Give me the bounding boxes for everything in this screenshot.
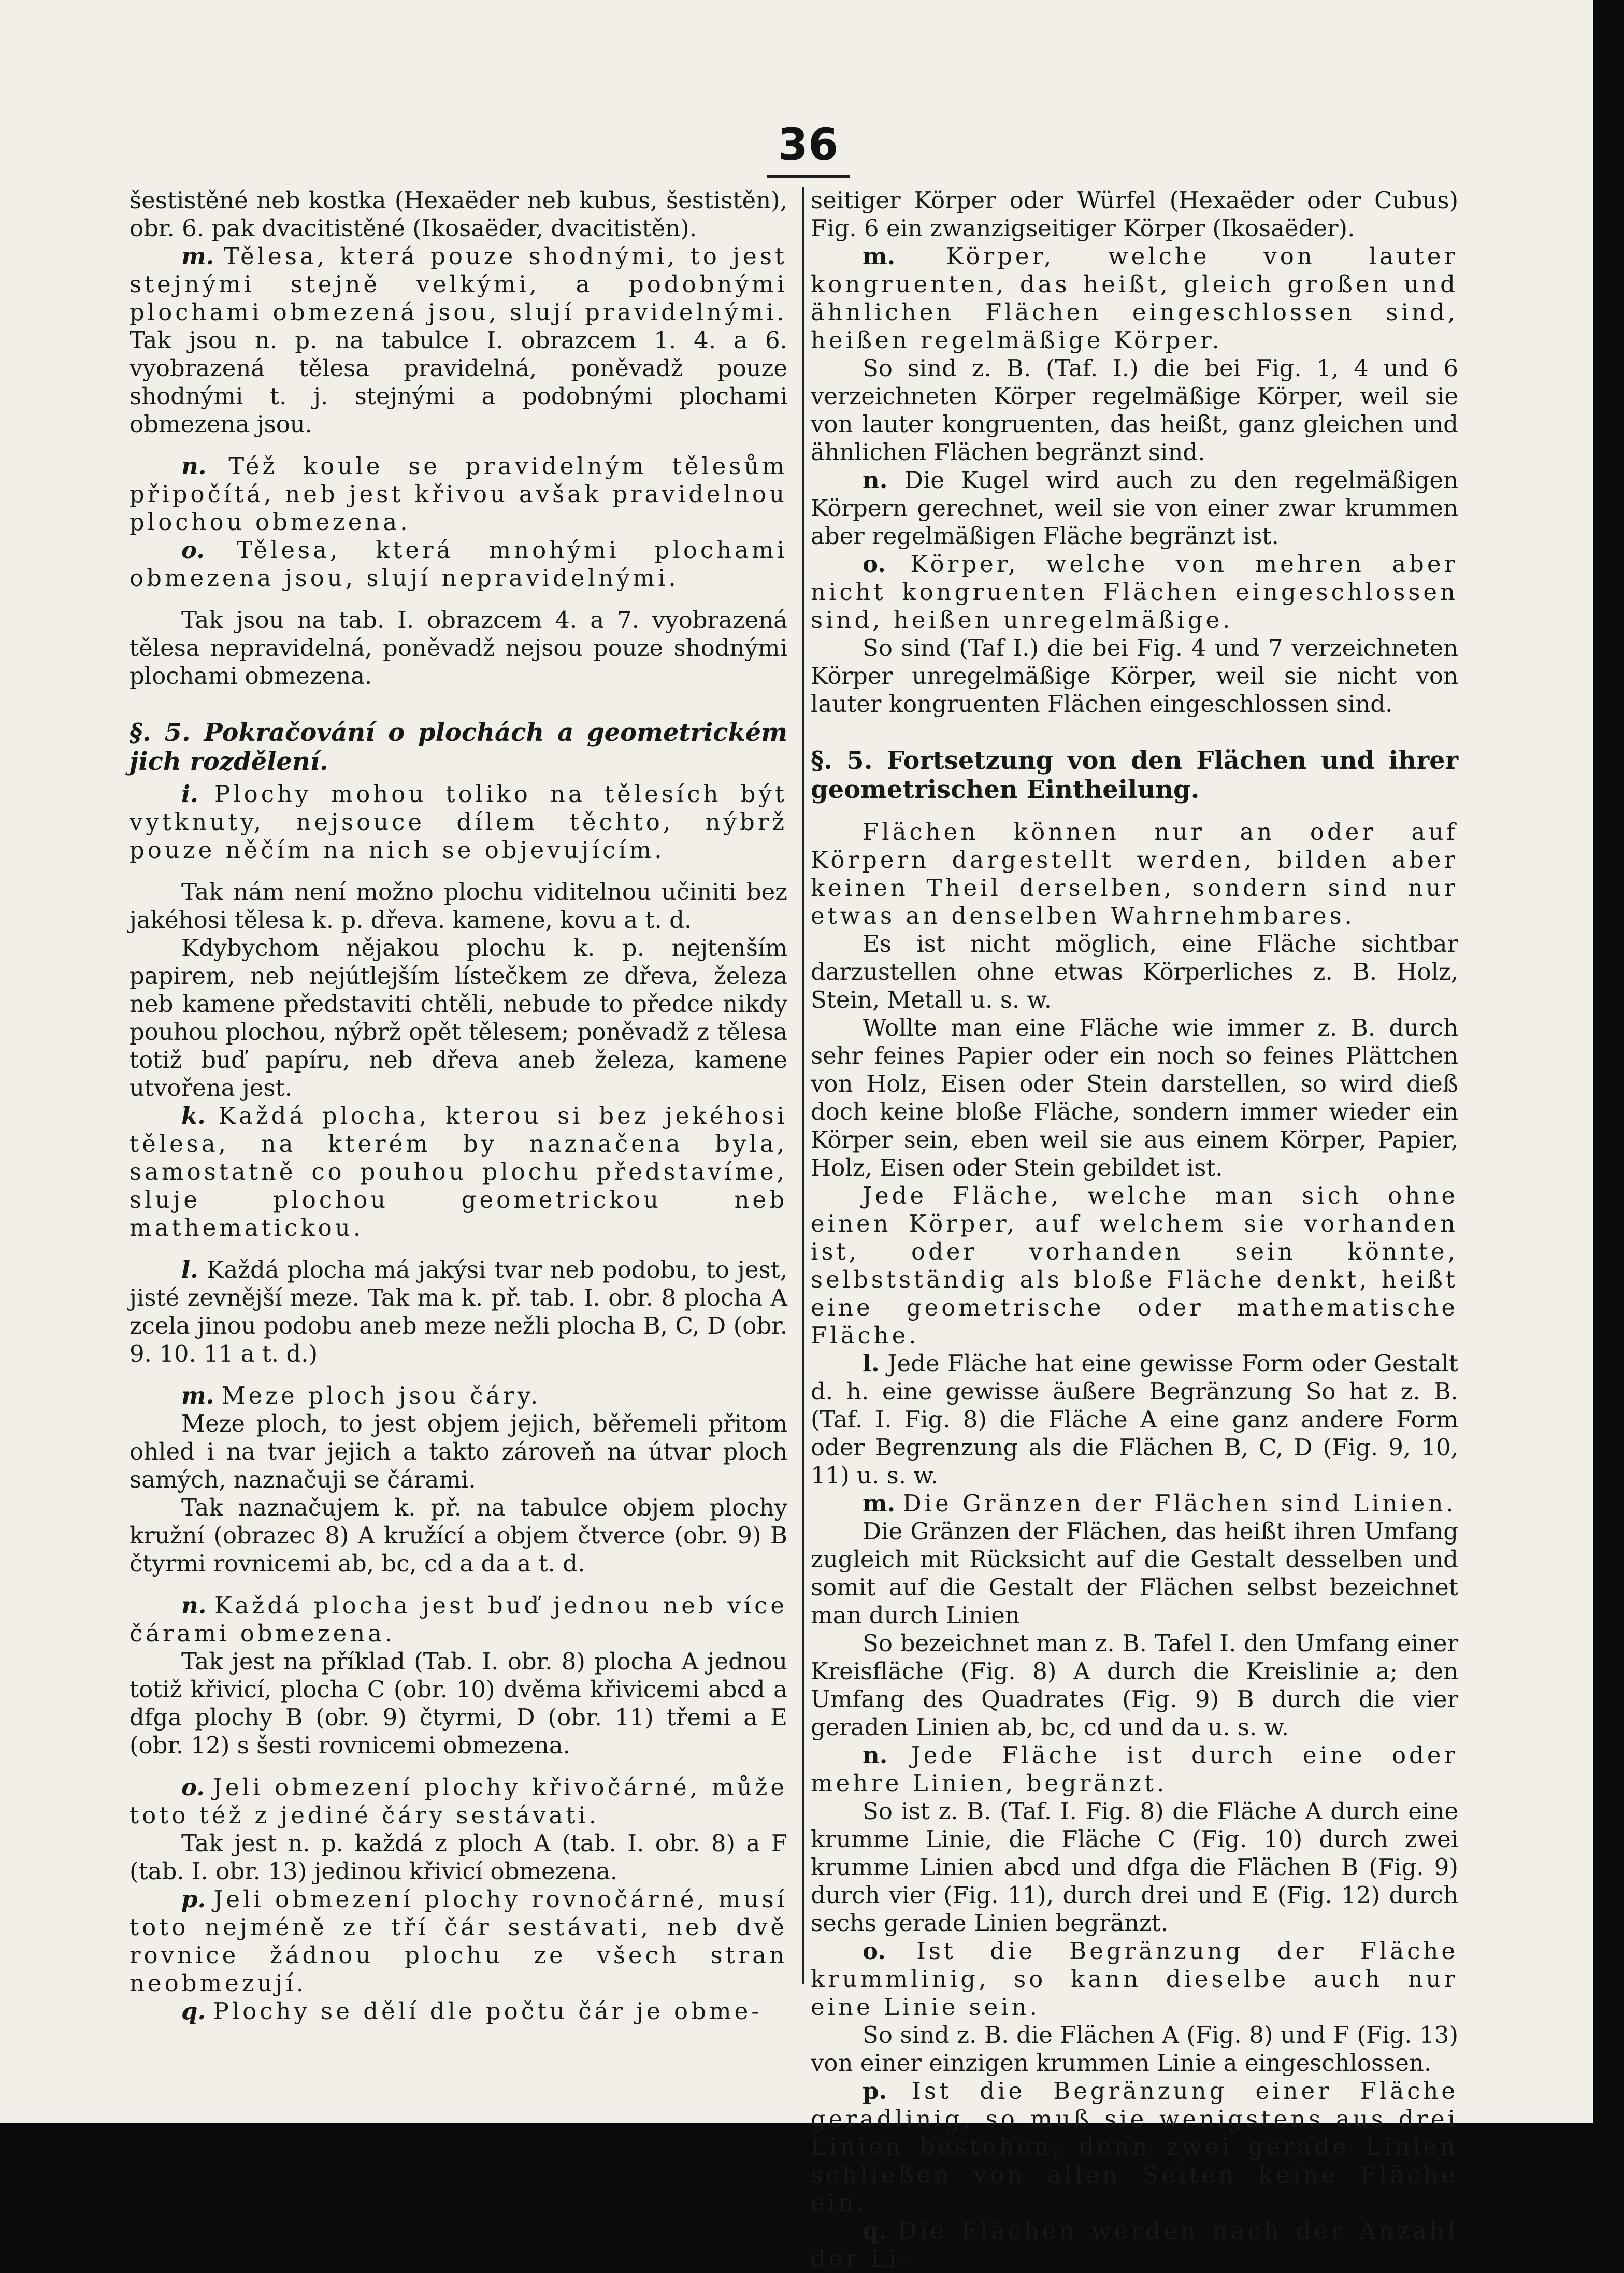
paragraph: Es ist nicht möglich, eine Fläche sichtbar darzustellen ohne etwas Körperliches z. B. Holz, Stein, Metall u. s. w. <box>811 930 1458 1013</box>
paragraph-label: p. <box>181 1885 206 1913</box>
paragraph-label: n. <box>181 1592 207 1619</box>
paragraph-label: q. <box>181 1997 206 2025</box>
paragraph-label: m. <box>181 1382 214 1409</box>
paragraph-label: l. <box>181 1256 198 1283</box>
paragraph-label: m. <box>863 1490 896 1517</box>
paragraph: Wollte man eine Fläche wie immer z. B. durch sehr feines Papier oder ein noch so feines Plättchen von Holz, Eisen oder Stein darstellen, so wird dieß doch keine bloße Fläche, sondern immer wieder ein Körper sein, eben weil sie aus einem Körper, Papier, Holz, Eisen oder Stein gebildet ist. <box>811 1014 1458 1181</box>
paragraph-label: p. <box>863 2077 887 2105</box>
paragraph <box>811 2077 1458 2217</box>
paragraph: Tak nám není možno plochu viditelnou učiniti bez jakéhosi tělesa k. p. dřeva. kamene, kovu a t. d. <box>130 878 787 934</box>
paragraph-text: Jeli obmezení plochy rovnočárné, musí toto nejméně ze tří čár sestávati, neb dvě rovnice žádnou plochu ze všech stran neobmezují. <box>130 1885 787 1997</box>
paragraph <box>130 452 787 536</box>
paragraph-text: Körper, welche von mehren aber nicht kongruenten Flächen eingeschlossen sind, heißen unregelmäßige. <box>811 550 1459 634</box>
paragraph <box>811 550 1458 634</box>
paragraph-label: l. <box>863 1350 880 1377</box>
paragraph: Die Gränzen der Flächen, das heißt ihren Umfang zugleich mit Rücksicht auf die Gestalt desselben und somit auf die Gestalt der Flächen selbst bezeichnet man durch Linien <box>811 1518 1458 1629</box>
paragraph <box>130 1256 787 1368</box>
paragraph <box>811 466 1458 550</box>
paragraph-label: q. <box>863 2217 887 2245</box>
paragraph: Kdybychom nějakou plochu k. p. nejtenším papirem, neb nejútlejším lístečkem ze dřeva, železa neb kamene představiti chtěli, nebude to předce nikdy pouhou plochou, nýbrž opět tělesem; poněvadž z tělesa totiž buď papíru, neb dřeva aneb železa, kamene utvořena jest. <box>130 934 787 1102</box>
paragraph <box>130 780 787 864</box>
paragraph: Tak jest na příklad (Tab. I. obr. 8) plocha A jednou totiž křivicí, plocha C (obr. 10) dvěma křivicemi abcd a dfga plochy B (obr. 9) čtyrmi, D (obr. 11) třemi a E (obr. 12) s šesti rovnicemi obmezena. <box>130 1648 787 1759</box>
paragraph-text: Die Kugel wird auch zu den regelmäßigen Körpern gerechnet, weil sie von einer zwar krummen aber regelmäßigen Fläche begränzt ist. <box>811 466 1458 550</box>
paragraph-text: Jede Fläche hat eine gewisse Form oder Gestalt d. h. eine gewisse äußere Begränzung So hat z. B. (Taf. I. Fig. 8) die Fläche A eine ganz andere Form oder Begrenzung als die Flächen B, C, D (Fig. 9, 10, 11) u. s. w. <box>811 1350 1459 1489</box>
paragraph-text: Die Gränzen der Flächen sind Linien. <box>902 1490 1457 1517</box>
paragraph-label: m. <box>863 242 896 270</box>
paragraph: So sind (Taf I.) die bei Fig. 4 und 7 verzeichneten Körper unregelmäßige Körper, weil sie nicht von lauter kongruenten Flächen eingeschlossen sind. <box>811 634 1458 718</box>
paragraph-label: k. <box>181 1102 206 1130</box>
paragraph-label: o. <box>181 536 205 564</box>
column-divider <box>802 187 804 1984</box>
section-heading-czech: §. 5. Pokračování o plochách a geometrickém jich rozdělení. <box>130 718 787 776</box>
paragraph-text: Ist die Begränzung der Fläche krummlinig, so kann dieselbe auch nur eine Linie sein. <box>811 1937 1458 2021</box>
paragraph <box>130 1102 787 1242</box>
paragraph: šestistěné neb kostka (Hexaëder neb kubus, šestistěn), obr. 6. pak dvacitistěné (Ikosaëder, dvacitistěn). <box>130 187 787 242</box>
paragraph: So sind z. B. die Flächen A (Fig. 8) und F (Fig. 13) von einer einzigen krummen Linie a eingeschlossen. <box>811 2021 1458 2077</box>
paragraph: Tak jsou na tab. I. obrazcem 4. a 7. vyobrazená tělesa nepravidelná, poněvadž nejsou pouze shodnými plochami obmezena. <box>130 606 787 690</box>
paragraph: Flächen können nur an oder auf Körpern dargestellt werden, bilden aber keinen Theil derselben, sondern sind nur etwas an denselben Wahrnehmbares. <box>811 818 1458 930</box>
paragraph <box>130 1382 787 1410</box>
section-heading-german: §. 5. Fortsetzung von den Flächen und ihrer geometrischen Eintheilung. <box>811 746 1458 804</box>
paragraph-text: Ist die Begränzung einer Fläche geradlinig, so muß sie wenigstens aus drei Linien bestehen; denn zwei gerade Linien schließen von allen Seiten keine Fläche ein. <box>811 2077 1458 2217</box>
paragraph <box>811 1350 1458 1490</box>
paragraph-label: o. <box>863 550 886 578</box>
paragraph-text: Tělesa, která pouze shodnými, to jest stejnými stejně velkými, a podobnými plochami obmezená jsou, slují pravidelnými. <box>130 242 787 326</box>
paragraph <box>130 1592 787 1648</box>
paragraph: Tak jest n. p. každá z ploch A (tab. I. obr. 8) a F (tab. I. obr. 13) jedinou křivicí obmezena. <box>130 1829 787 1885</box>
paragraph-label: m. <box>181 242 214 270</box>
paragraph: Jede Fläche, welche man sich ohne einen Körper, auf welchem sie vorhanden ist, oder vorhanden sein könnte, selbstständig als bloße Fläche denkt, heißt eine geometrische oder mathematische Fläche. <box>811 1182 1458 1349</box>
paragraph-text: Každá plocha má jakýsi tvar neb podobu, to jest, jisté zevnější meze. Tak ma k. př. tab. I. obr. 8 plocha A zcela jinou podobu aneb meze nežli plocha B, C, D (obr. 9. 10. 11 a t. d.) <box>130 1256 787 1367</box>
paragraph-text: Körper, welche von lauter kongruenten, das heißt, gleich großen und ähnlichen Flächen eingeschlossen sind, heißen regelmäßige Körper. <box>811 242 1458 354</box>
paragraph-text: Též koule se pravidelným tělesům připočítá, neb jest křivou avšak pravidelnou plochou obmezena. <box>130 452 788 536</box>
paragraph-text: Jeli obmezení plochy křivočárné, může toto též z jediné čáry sestávati. <box>130 1774 788 1829</box>
right-column-german <box>811 187 1458 2273</box>
paragraph: Meze ploch, to jest objem jejich, běřemeli přitom ohled i na tvar jejich a takto zároveň na útvar ploch samých, naznačuji se čárami. <box>130 1410 787 1493</box>
paragraph: seitiger Körper oder Würfel (Hexaëder oder Cubus) Fig. 6 ein zwanzigseitiger Körper (Ikosaëder). <box>811 187 1458 242</box>
paragraph <box>811 2217 1458 2273</box>
paragraph <box>811 1937 1458 2021</box>
paragraph-text: Jede Fläche ist durch eine oder mehre Linien, begränzt. <box>811 1741 1458 1797</box>
paragraph-label: i. <box>181 780 198 808</box>
paragraph: Tak jsou n. p. na tabulce I. obrazcem 1. 4. a 6. vyobrazená tělesa pravidelná, poněvadž pouze shodnými t. j. stejnými a podobnými plochami obmezena jsou. <box>130 326 787 438</box>
paragraph <box>130 1885 787 1997</box>
paragraph <box>130 536 787 592</box>
paragraph-label: o. <box>863 1937 886 1965</box>
paragraph-text: Každá plocha, kterou si bez jekéhosi tělesa, na kterém by naznačena byla, samostatně co pouhou plochu představíme, sluje plochou geometrickou neb mathematickou. <box>130 1102 787 1241</box>
paragraph-label: n. <box>181 452 207 480</box>
paragraph-text: Tělesa, která mnohými plochami obmezena jsou, slují nepravidelnými. <box>130 536 787 592</box>
paragraph <box>130 1997 787 2025</box>
paragraph-text: Plochy se dělí dle počtu čár je obme- <box>213 1997 763 2025</box>
paragraph <box>811 1741 1458 1797</box>
paragraph-text: Plochy mohou toliko na tělesích být vytknuty, nejsouce dílem těchto, nýbrž pouze něčím na nich se objevujícím. <box>130 780 787 864</box>
page-number: 36 <box>778 119 839 170</box>
paragraph <box>811 242 1458 354</box>
paragraph: So bezeichnet man z. B. Tafel I. den Umfang einer Kreisfläche (Fig. 8) A durch die Kreislinie a; den Umfang des Quadrates (Fig. 9) B durch die vier geraden Linien ab, bc, cd und da u. s. w. <box>811 1629 1458 1741</box>
paragraph: So sind z. B. (Taf. I.) die bei Fig. 1, 4 und 6 verzeichneten Körper regelmäßige Körper, weil sie von lauter kongruenten, das heißt, ganz gleichen und ähnlichen Flächen begränzt sind. <box>811 354 1458 466</box>
paragraph: So ist z. B. (Taf. I. Fig. 8) die Fläche A durch eine krumme Linie, die Fläche C (Fig. 10) durch zwei krumme Linien abcd und dfga die Flächen B (Fig. 9) durch vier (Fig. 11), durch drei und E (Fig. 12) durch sechs gerade Linien begränzt. <box>811 1797 1458 1937</box>
paragraph-text: Die Flächen werden nach der Anzahl der Li- <box>811 2217 1458 2272</box>
paragraph-label: n. <box>863 1741 888 1769</box>
paragraph <box>130 1774 787 1829</box>
paragraph-text: Každá plocha jest buď jednou neb více čárami obmezena. <box>130 1592 787 1647</box>
paragraph <box>130 242 787 326</box>
paragraph <box>811 1490 1458 1518</box>
page-number-rule <box>767 175 850 178</box>
paragraph-label: o. <box>181 1774 205 1801</box>
left-column-czech <box>130 187 787 2025</box>
paragraph-text: Meze ploch jsou čáry. <box>221 1382 541 1409</box>
paragraph-label: n. <box>863 466 888 494</box>
paragraph: Tak naznačujem k. př. na tabulce objem plochy kružní (obrazec 8) A kružící a objem čtverce (obr. 9) B čtyrmi rovnicemi ab, bc, cd a da a t. d. <box>130 1494 787 1577</box>
